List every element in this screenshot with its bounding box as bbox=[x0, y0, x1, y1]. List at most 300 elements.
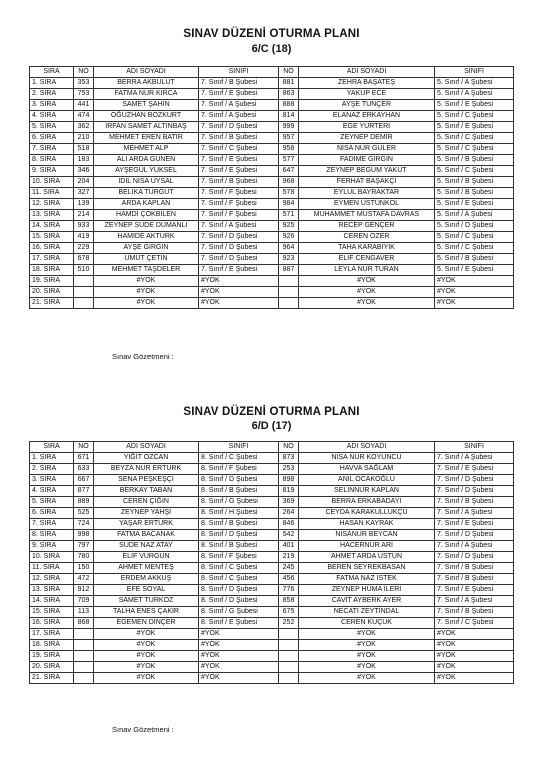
student-name-2: #YOK bbox=[299, 662, 435, 673]
student-name: BEYZA NUR ERTÜRK bbox=[94, 464, 199, 475]
class-section-2: 7. Sınıf / E Şubesi bbox=[435, 464, 514, 475]
student-name-2: HACERNUR ARI bbox=[299, 541, 435, 552]
student-no-2: 984 bbox=[279, 199, 299, 210]
student-name: #YOK bbox=[94, 287, 199, 298]
class-section: #YOK bbox=[199, 298, 279, 309]
student-no: 214 bbox=[74, 210, 94, 221]
header-name-2: ADI SOYADI bbox=[299, 442, 435, 453]
class-section: 7. Sınıf / E Şubesi bbox=[199, 89, 279, 100]
seat-number: 3. SIRA bbox=[30, 100, 74, 111]
seat-number: 20. SIRA bbox=[30, 287, 74, 298]
table-row bbox=[30, 596, 514, 607]
class-section: #YOK bbox=[199, 276, 279, 287]
student-no-2: 264 bbox=[279, 508, 299, 519]
class-section: 8. Sınıf / B Şubesi bbox=[199, 541, 279, 552]
class-section-2: 5. Sınıf / A Şubesi bbox=[435, 78, 514, 89]
student-name: UMUT ÇETİN bbox=[94, 254, 199, 265]
student-no-2: 999 bbox=[279, 122, 299, 133]
seat-number: 5. SIRA bbox=[30, 497, 74, 508]
student-name: #YOK bbox=[94, 662, 199, 673]
table-header-row bbox=[30, 67, 514, 78]
student-name: #YOK bbox=[94, 651, 199, 662]
seat-number: 10. SIRA bbox=[30, 552, 74, 563]
proctor-label: Sınav Gözetmeni : bbox=[112, 352, 174, 361]
class-section: 7. Sınıf / A Şubesi bbox=[199, 111, 279, 122]
class-section: 8. Sınıf / G Şubesi bbox=[199, 497, 279, 508]
student-name: EFE SOYAL bbox=[94, 585, 199, 596]
student-no: 150 bbox=[74, 563, 94, 574]
class-section-2: #YOK bbox=[435, 298, 514, 309]
class-section-2: 5. Sınıf / B Şubesi bbox=[435, 254, 514, 265]
class-section-2: 7. Sınıf / B Şubesi bbox=[435, 497, 514, 508]
student-no-2: 253 bbox=[279, 464, 299, 475]
student-no-2: 252 bbox=[279, 618, 299, 629]
student-name: YİĞİT ÖZCAN bbox=[94, 453, 199, 464]
student-name: AYŞEGÜL YÜKSEL bbox=[94, 166, 199, 177]
student-name-2: MUHAMMET MUSTAFA DAVRAS bbox=[299, 210, 435, 221]
student-no-2: 881 bbox=[279, 78, 299, 89]
class-section: 8. Sınıf / D Şubesi bbox=[199, 530, 279, 541]
class-section-2: 7. Sınıf / A Şubesi bbox=[435, 453, 514, 464]
class-section-2: #YOK bbox=[435, 629, 514, 640]
student-name: SAMET ŞAHİN bbox=[94, 100, 199, 111]
table-row bbox=[30, 144, 514, 155]
student-no: 362 bbox=[74, 122, 94, 133]
class-section-2: 7. Sınıf / B Şubesi bbox=[435, 607, 514, 618]
seat-number: 6. SIRA bbox=[30, 508, 74, 519]
class-section: 7. Sınıf / F Şubesi bbox=[199, 188, 279, 199]
student-no-2: 542 bbox=[279, 530, 299, 541]
student-no: 419 bbox=[74, 232, 94, 243]
class-section: 7. Sınıf / D Şubesi bbox=[199, 232, 279, 243]
class-section-2: #YOK bbox=[435, 640, 514, 651]
student-no: 667 bbox=[74, 475, 94, 486]
class-section: 8. Sınıf / D Şubesi bbox=[199, 596, 279, 607]
class-section-2: 5. Sınıf / E Şubesi bbox=[435, 100, 514, 111]
student-name-2: BERRA ERKABADAYI bbox=[299, 497, 435, 508]
class-section: 7. Sınıf / A Şubesi bbox=[199, 221, 279, 232]
class-section-2: 7. Sınıf / B Şubesi bbox=[435, 574, 514, 585]
student-no-2: 887 bbox=[279, 265, 299, 276]
class-section-2: 5. Sınıf / E Şubesi bbox=[435, 199, 514, 210]
class-section-2: 7. Sınıf / A Şubesi bbox=[435, 596, 514, 607]
table-row bbox=[30, 607, 514, 618]
student-name: ZEYNEP SUDE DUMANLI bbox=[94, 221, 199, 232]
class-section: 7. Sınıf / E Şubesi bbox=[199, 166, 279, 177]
table-row bbox=[30, 508, 514, 519]
student-name: #YOK bbox=[94, 640, 199, 651]
class-section-2: 5. Sınıf / C Şubesi bbox=[435, 144, 514, 155]
seat-number: 11. SIRA bbox=[30, 188, 74, 199]
table-row bbox=[30, 276, 514, 287]
seat-number: 11. SIRA bbox=[30, 563, 74, 574]
student-name-2: LEYLA NUR TURAN bbox=[299, 265, 435, 276]
seat-number: 16. SIRA bbox=[30, 618, 74, 629]
table-row bbox=[30, 100, 514, 111]
student-no-2 bbox=[279, 287, 299, 298]
table-row bbox=[30, 651, 514, 662]
class-section-2: 7. Sınıf / C Şubesi bbox=[435, 618, 514, 629]
student-no-2: 923 bbox=[279, 254, 299, 265]
student-name: SAMET TÜRKÖZ bbox=[94, 596, 199, 607]
student-no-2: 401 bbox=[279, 541, 299, 552]
student-name: #YOK bbox=[94, 673, 199, 684]
student-no: 678 bbox=[74, 254, 94, 265]
table-row bbox=[30, 78, 514, 89]
table-row bbox=[30, 243, 514, 254]
student-name: MEHMET TAŞDELER bbox=[94, 265, 199, 276]
student-no: 518 bbox=[74, 144, 94, 155]
proctor-label: Sınav Gözetmeni : bbox=[112, 725, 174, 734]
student-no-2: 964 bbox=[279, 243, 299, 254]
class-section: 8. Sınıf / C Şubesi bbox=[199, 574, 279, 585]
student-name-2: RECEP GENÇER bbox=[299, 221, 435, 232]
student-no-2: 456 bbox=[279, 574, 299, 585]
student-no-2: 873 bbox=[279, 453, 299, 464]
class-section: 7. Sınıf / B Şubesi bbox=[199, 177, 279, 188]
student-name: ZEYNEP YAHŞİ bbox=[94, 508, 199, 519]
table-row bbox=[30, 287, 514, 298]
seat-number: 13. SIRA bbox=[30, 585, 74, 596]
student-no-2: 675 bbox=[279, 607, 299, 618]
student-name-2: CEREN KÜÇÜK bbox=[299, 618, 435, 629]
student-no-2: 957 bbox=[279, 133, 299, 144]
student-no: 912 bbox=[74, 585, 94, 596]
student-name: YAŞAR ERTÜRK bbox=[94, 519, 199, 530]
table-row bbox=[30, 89, 514, 100]
student-name-2: EYMEN ÜSTÜNKOL bbox=[299, 199, 435, 210]
student-no-2: 776 bbox=[279, 585, 299, 596]
student-no: 474 bbox=[74, 111, 94, 122]
student-name: İDİL NİSA UYSAL bbox=[94, 177, 199, 188]
student-no-2: 219 bbox=[279, 552, 299, 563]
class-section: 7. Sınıf / B Şubesi bbox=[199, 78, 279, 89]
seat-number: 4. SIRA bbox=[30, 111, 74, 122]
seat-number: 17. SIRA bbox=[30, 254, 74, 265]
student-no: 441 bbox=[74, 100, 94, 111]
student-no-2 bbox=[279, 640, 299, 651]
header-no: NO bbox=[74, 442, 94, 453]
student-name-2: NECATİ ZEYTİNDAL bbox=[299, 607, 435, 618]
class-section: 7. Sınıf / E Şubesi bbox=[199, 155, 279, 166]
header-sinif: SINIFI bbox=[199, 442, 279, 453]
table-row bbox=[30, 133, 514, 144]
student-no: 113 bbox=[74, 607, 94, 618]
student-no-2: 814 bbox=[279, 111, 299, 122]
table-row bbox=[30, 232, 514, 243]
student-name: ELİF VURGUN bbox=[94, 552, 199, 563]
student-name: TALHA ENES ÇAKIR bbox=[94, 607, 199, 618]
class-section: #YOK bbox=[199, 673, 279, 684]
table-row bbox=[30, 541, 514, 552]
student-no: 998 bbox=[74, 530, 94, 541]
header-sinif: SINIFI bbox=[199, 67, 279, 78]
student-no-2: 578 bbox=[279, 188, 299, 199]
student-name-2: FERHAT BAŞAKÇI bbox=[299, 177, 435, 188]
student-name: MEHMET EREN BATIR bbox=[94, 133, 199, 144]
student-name: SUDE NAZ ATAY bbox=[94, 541, 199, 552]
class-section-2: 5. Sınıf / D Şubesi bbox=[435, 221, 514, 232]
seat-number: 20. SIRA bbox=[30, 662, 74, 673]
student-no: 724 bbox=[74, 519, 94, 530]
student-no: 229 bbox=[74, 243, 94, 254]
student-no bbox=[74, 298, 94, 309]
student-no-2: 819 bbox=[279, 486, 299, 497]
student-no-2 bbox=[279, 298, 299, 309]
student-no: 868 bbox=[74, 618, 94, 629]
table-row bbox=[30, 662, 514, 673]
student-no bbox=[74, 276, 94, 287]
student-no: 780 bbox=[74, 552, 94, 563]
class-section: 7. Sınıf / F Şubesi bbox=[199, 210, 279, 221]
student-name-2: YAKUP ECE bbox=[299, 89, 435, 100]
class-section: 7. Sınıf / E Şubesi bbox=[199, 265, 279, 276]
student-name-2: HAVVA SAĞLAM bbox=[299, 464, 435, 475]
student-no: 510 bbox=[74, 265, 94, 276]
header-name: ADI SOYADI bbox=[94, 442, 199, 453]
class-section-2: 5. Sınıf / E Şubesi bbox=[435, 122, 514, 133]
table-row bbox=[30, 486, 514, 497]
student-name: AYŞE GİRGİN bbox=[94, 243, 199, 254]
student-name-2: ANIL OCAKOĞLU bbox=[299, 475, 435, 486]
table-row bbox=[30, 265, 514, 276]
table-row bbox=[30, 552, 514, 563]
table-header-row bbox=[30, 442, 514, 453]
table-row bbox=[30, 497, 514, 508]
class-section: #YOK bbox=[199, 640, 279, 651]
student-name-2: ZEYNEP BEGÜM YAKUT bbox=[299, 166, 435, 177]
student-name-2: HASAN KAYRAK bbox=[299, 519, 435, 530]
student-no: 139 bbox=[74, 199, 94, 210]
student-name-2: CEREN ÖZER bbox=[299, 232, 435, 243]
student-name: #YOK bbox=[94, 276, 199, 287]
student-no: 797 bbox=[74, 541, 94, 552]
student-name-2: ZEHRA BAŞATEŞ bbox=[299, 78, 435, 89]
student-name-2: ZEYNEP HÜMA İLERİ bbox=[299, 585, 435, 596]
seat-number: 7. SIRA bbox=[30, 519, 74, 530]
table-row bbox=[30, 111, 514, 122]
class-section: #YOK bbox=[199, 629, 279, 640]
student-name: İRFAN SAMET ALTINBAŞ bbox=[94, 122, 199, 133]
class-section: 7. Sınıf / B Şubesi bbox=[199, 133, 279, 144]
table-body bbox=[30, 453, 514, 684]
student-no: 753 bbox=[74, 89, 94, 100]
seat-number: 2. SIRA bbox=[30, 89, 74, 100]
table-row bbox=[30, 673, 514, 684]
table-row bbox=[30, 629, 514, 640]
class-section: 8. Sınıf / H Şubesi bbox=[199, 508, 279, 519]
class-section-2: 5. Sınıf / C Şubesi bbox=[435, 111, 514, 122]
student-name: ARDA KAPLAN bbox=[94, 199, 199, 210]
student-name: #YOK bbox=[94, 629, 199, 640]
seat-number: 19. SIRA bbox=[30, 276, 74, 287]
student-name: MEHMET ALP bbox=[94, 144, 199, 155]
student-name: CEREN ÇİĞİN bbox=[94, 497, 199, 508]
table-row bbox=[30, 519, 514, 530]
seat-number: 9. SIRA bbox=[30, 166, 74, 177]
table-row bbox=[30, 122, 514, 133]
student-name-2: #YOK bbox=[299, 673, 435, 684]
class-section-2: 5. Sınıf / C Şubesi bbox=[435, 133, 514, 144]
student-no-2: 571 bbox=[279, 210, 299, 221]
seat-number: 18. SIRA bbox=[30, 265, 74, 276]
header-sinif-2: SINIFI bbox=[435, 442, 514, 453]
student-no: 671 bbox=[74, 453, 94, 464]
seat-number: 1. SIRA bbox=[30, 453, 74, 464]
table-row bbox=[30, 475, 514, 486]
student-no-2: 863 bbox=[279, 89, 299, 100]
class-section: #YOK bbox=[199, 651, 279, 662]
student-name-2: FADİME GİRGİN bbox=[299, 155, 435, 166]
class-section-2: 7. Sınıf / D Şubesi bbox=[435, 475, 514, 486]
student-name-2: EYLÜL BAYRAKTAR bbox=[299, 188, 435, 199]
student-name-2: CAVİT AYBERK AYER bbox=[299, 596, 435, 607]
student-name: OĞUZHAN BOZKURT bbox=[94, 111, 199, 122]
seat-number: 21. SIRA bbox=[30, 673, 74, 684]
class-section-2: 5. Sınıf / B Şubesi bbox=[435, 155, 514, 166]
class-section-2: #YOK bbox=[435, 651, 514, 662]
student-no-2 bbox=[279, 276, 299, 287]
class-section: 8. Sınıf / C Şubesi bbox=[199, 453, 279, 464]
table-row bbox=[30, 453, 514, 464]
table-row bbox=[30, 618, 514, 629]
student-no: 709 bbox=[74, 596, 94, 607]
header-sira: SIRA bbox=[30, 442, 74, 453]
student-no: 889 bbox=[74, 497, 94, 508]
seat-number: 14. SIRA bbox=[30, 596, 74, 607]
class-section: 8. Sınıf / C Şubesi bbox=[199, 563, 279, 574]
class-section: 7. Sınıf / D Şubesi bbox=[199, 243, 279, 254]
table-row bbox=[30, 210, 514, 221]
class-section-2: 5. Sınıf / E Şubesi bbox=[435, 265, 514, 276]
seat-number: 4. SIRA bbox=[30, 486, 74, 497]
student-no bbox=[74, 640, 94, 651]
student-name: BELİKA TURGUT bbox=[94, 188, 199, 199]
class-section-2: #YOK bbox=[435, 287, 514, 298]
seat-number: 3. SIRA bbox=[30, 475, 74, 486]
header-name-2: ADI SOYADI bbox=[299, 67, 435, 78]
class-section-2: 7. Sınıf / D Şubesi bbox=[435, 530, 514, 541]
class-section-2: 7. Sınıf / D Şubesi bbox=[435, 486, 514, 497]
table-row bbox=[30, 574, 514, 585]
class-section: 8. Sınıf / E Şubesi bbox=[199, 618, 279, 629]
student-no bbox=[74, 651, 94, 662]
student-no: 204 bbox=[74, 177, 94, 188]
plan-title: SINAV DÜZENİ OTURMA PLANI bbox=[183, 28, 360, 40]
student-name-2: ZEYNEP DEMİR bbox=[299, 133, 435, 144]
seat-number: 5. SIRA bbox=[30, 122, 74, 133]
student-no-2: 858 bbox=[279, 596, 299, 607]
student-name-2: #YOK bbox=[299, 651, 435, 662]
seat-number: 13. SIRA bbox=[30, 210, 74, 221]
student-no: 327 bbox=[74, 188, 94, 199]
class-section: #YOK bbox=[199, 662, 279, 673]
class-section: 8. Sınıf / G Şubesi bbox=[199, 607, 279, 618]
student-no-2: 898 bbox=[279, 475, 299, 486]
student-no bbox=[74, 287, 94, 298]
table-row bbox=[30, 298, 514, 309]
class-section-2: 7. Sınıf / A Şubesi bbox=[435, 508, 514, 519]
seat-number: 6. SIRA bbox=[30, 133, 74, 144]
student-name-2: AYŞE TUNÇER bbox=[299, 100, 435, 111]
header-sira: SIRA bbox=[30, 67, 74, 78]
table-row bbox=[30, 166, 514, 177]
seat-number: 2. SIRA bbox=[30, 464, 74, 475]
table-body bbox=[30, 78, 514, 309]
class-section-2: 5. Sınıf / A Şubesi bbox=[435, 89, 514, 100]
table-row bbox=[30, 585, 514, 596]
class-section: 7. Sınıf / C Şubesi bbox=[199, 144, 279, 155]
header-no-2: NO bbox=[279, 442, 299, 453]
table-row bbox=[30, 177, 514, 188]
class-section-2: #YOK bbox=[435, 662, 514, 673]
class-section-2: 7. Sınıf / E Şubesi bbox=[435, 519, 514, 530]
header-sinif-2: SINIFI bbox=[435, 67, 514, 78]
student-name-2: TAHA KARABIYIK bbox=[299, 243, 435, 254]
student-name-2: NİSANUR BEYCAN bbox=[299, 530, 435, 541]
table-row bbox=[30, 640, 514, 651]
class-section-2: 5. Sınıf / B Şubesi bbox=[435, 177, 514, 188]
seat-number: 12. SIRA bbox=[30, 574, 74, 585]
seat-number: 16. SIRA bbox=[30, 243, 74, 254]
student-no bbox=[74, 629, 94, 640]
class-section-2: #YOK bbox=[435, 673, 514, 684]
table-row bbox=[30, 221, 514, 232]
class-section: 7. Sınıf / D Şubesi bbox=[199, 122, 279, 133]
seat-number: 12. SIRA bbox=[30, 199, 74, 210]
seating-table bbox=[29, 66, 514, 309]
header-no: NO bbox=[74, 67, 94, 78]
seat-number: 9. SIRA bbox=[30, 541, 74, 552]
student-name: EGEMEN DİNÇER bbox=[94, 618, 199, 629]
student-no-2: 846 bbox=[279, 519, 299, 530]
table-row bbox=[30, 199, 514, 210]
student-no: 183 bbox=[74, 155, 94, 166]
student-no: 877 bbox=[74, 486, 94, 497]
plan-title: SINAV DÜZENİ OTURMA PLANI bbox=[183, 406, 360, 418]
student-no: 525 bbox=[74, 508, 94, 519]
student-no-2: 926 bbox=[279, 232, 299, 243]
seat-number: 17. SIRA bbox=[30, 629, 74, 640]
seat-number: 7. SIRA bbox=[30, 144, 74, 155]
class-section-2: 5. Sınıf / A Şubesi bbox=[435, 210, 514, 221]
student-no-2: 925 bbox=[279, 221, 299, 232]
student-name-2: ELİF CENGAVER bbox=[299, 254, 435, 265]
class-section-2: 5. Sınıf / C Şubesi bbox=[435, 243, 514, 254]
student-no-2 bbox=[279, 629, 299, 640]
student-name: FATMA NUR KIRCA bbox=[94, 89, 199, 100]
table-row bbox=[30, 254, 514, 265]
class-section: 8. Sınıf / D Şubesi bbox=[199, 585, 279, 596]
seat-number: 10. SIRA bbox=[30, 177, 74, 188]
student-name: SENA PEŞKEŞÇİ bbox=[94, 475, 199, 486]
student-name: ERDEM AKKUŞ bbox=[94, 574, 199, 585]
class-section: #YOK bbox=[199, 287, 279, 298]
student-name-2: SELİNNUR KAPLAN bbox=[299, 486, 435, 497]
class-section-2: 5. Sınıf / C Şubesi bbox=[435, 166, 514, 177]
student-no: 633 bbox=[74, 464, 94, 475]
student-name: HAMDİ ÇOKBİLEN bbox=[94, 210, 199, 221]
student-name-2: BEREN SEYREKBASAN bbox=[299, 563, 435, 574]
class-section: 8. Sınıf / D Şubesi bbox=[199, 475, 279, 486]
student-name: FATMA BACANAK bbox=[94, 530, 199, 541]
table-row bbox=[30, 464, 514, 475]
student-no-2: 968 bbox=[279, 177, 299, 188]
class-section-2: 7. Sınıf / D Şubesi bbox=[435, 552, 514, 563]
student-name-2: #YOK bbox=[299, 298, 435, 309]
student-name-2: AHMET ARDA ÜSTÜN bbox=[299, 552, 435, 563]
student-no-2: 577 bbox=[279, 155, 299, 166]
